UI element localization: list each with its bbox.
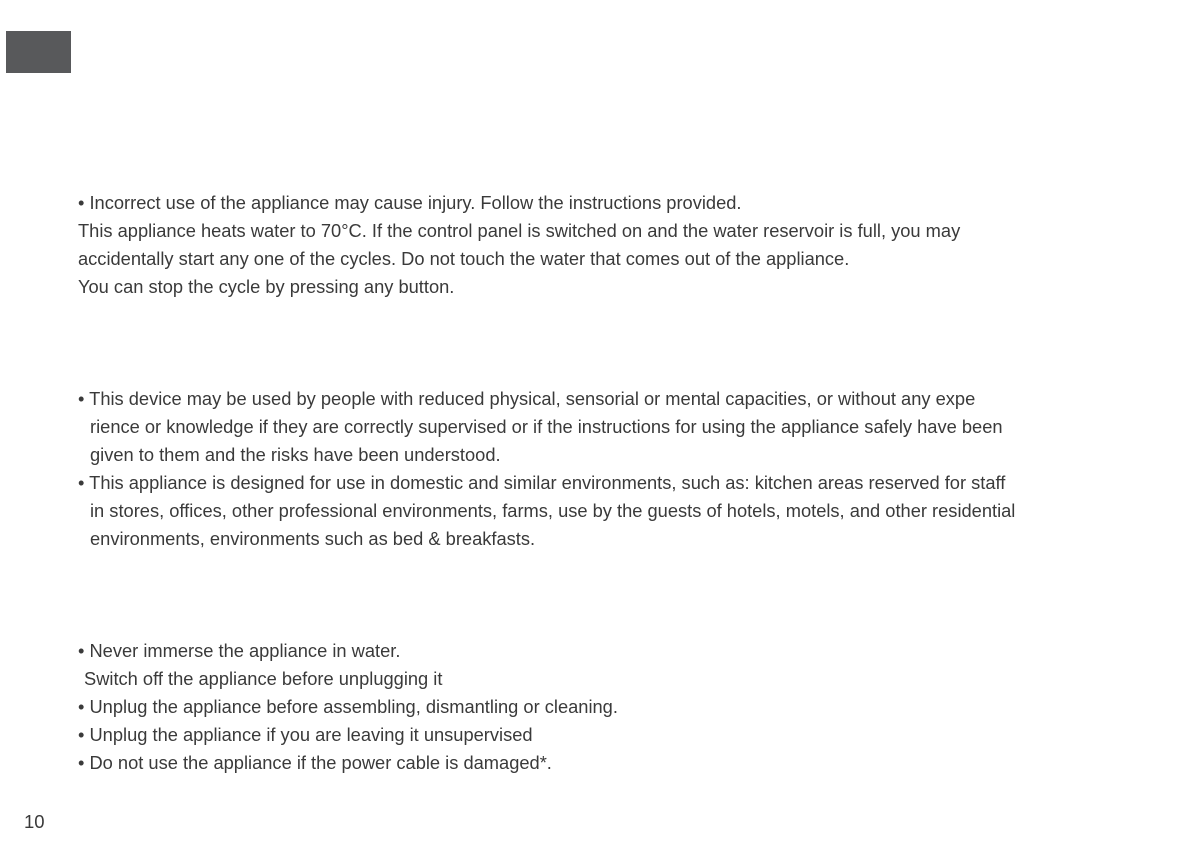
text-line: environments, environments such as bed & breakfasts. [90,528,536,549]
text-line: given to them and the risks have been understood. [90,444,501,465]
text-line: accidentally start any one of the cycles. Do not touch the water that comes out of the appliance. [78,248,850,269]
page-number: 10 [24,811,45,832]
text-line: Switch off the appliance before unplugging it [84,668,443,689]
text-line: • Incorrect use of the appliance may cause injury. Follow the instructions provided. [78,192,742,213]
text-line: • Do not use the appliance if the power cable is damaged*. [78,752,552,773]
section-tab-marker [6,31,71,73]
text-line: • Unplug the appliance if you are leaving it unsupervised [78,724,533,745]
text-line: in stores, offices, other professional environments, farms, use by the guests of hotels, motels, and other residential [90,500,1016,521]
text-line: You can stop the cycle by pressing any button. [78,276,455,297]
text-line: • Unplug the appliance before assembling, dismantling or cleaning. [78,696,618,717]
text-line: rience or knowledge if they are correctly supervised or if the instructions for using the appliance safely have been [90,416,1003,437]
text-line: • This device may be used by people with reduced physical, sensorial or mental capacities, or without any expe [78,388,976,409]
text-line: • This appliance is designed for use in domestic and similar environments, such as: kitchen areas reserved for staff [78,472,1006,493]
text-line: This appliance heats water to 70°C. If the control panel is switched on and the water reservoir is full, you may [78,220,961,241]
text-line: • Never immerse the appliance in water. [78,640,401,661]
